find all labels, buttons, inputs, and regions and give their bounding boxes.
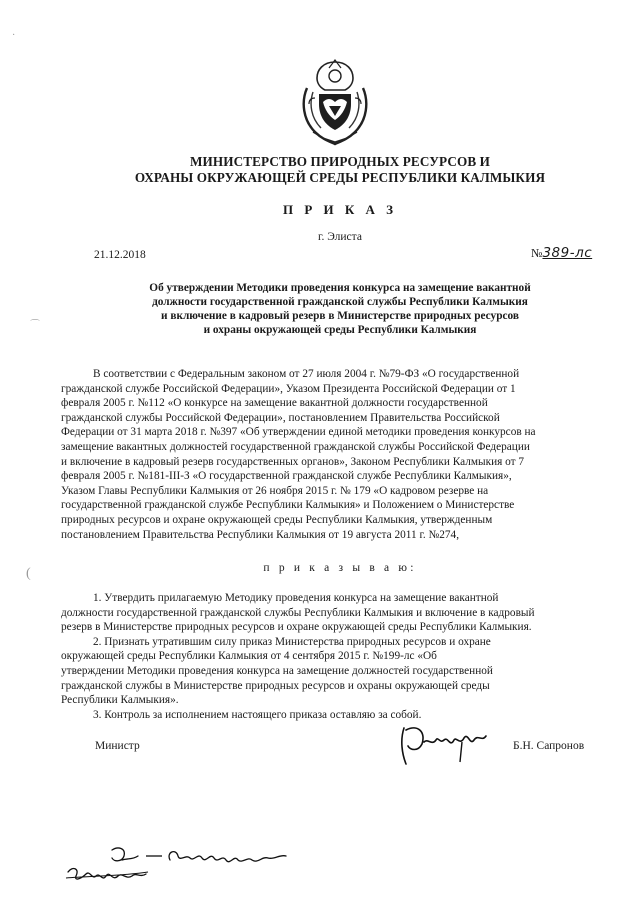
ministry-name [60, 154, 620, 186]
preamble-line: государственной гражданской службе Республики Калмыкия» и Положением о Министерстве [61, 499, 515, 512]
prikazyvayu-heading: п р и к а з ы в а ю: [263, 562, 417, 574]
order-date: 21.12.2018 [94, 249, 146, 261]
order-title: П Р И К А З [282, 202, 398, 217]
item-line: окружающей среды Республики Калмыкия от 4 сентября 2015 г. №199-лс «Об [61, 650, 437, 663]
preamble-line: гражданской службы Российской Федерации», постановлением Правительства Российской [61, 411, 500, 424]
item-line: 1. Утвердить прилагаемую Методику проведения конкурса на замещение вакантной [93, 592, 499, 604]
order-items [61, 591, 614, 722]
scan-artifact: ( [26, 566, 31, 581]
scan-artifact: · [12, 30, 16, 41]
subject-line: Об утверждении Методики проведения конкурса на замещение вакантной [149, 282, 531, 294]
signatory-name: Б.Н. Сапронов [513, 740, 585, 752]
item-line: резерв в Министерстве природных ресурсов и охране окружающей среды Республики Калмыкия. [61, 621, 532, 634]
order-number [531, 245, 592, 262]
number-sign: № [531, 246, 543, 260]
handwritten-signature [396, 722, 496, 770]
scan-artifact: ⌒ [30, 320, 40, 331]
item-line: 2. Признать утратившим силу приказ Министерства природных ресурсов и охране [93, 635, 491, 648]
item-line: утверждении Методики проведения конкурса на замещение должностей государственной [61, 664, 493, 677]
handwritten-note [62, 842, 302, 892]
ministry-line-2: ОХРАНЫ ОКРУЖАЮЩЕЙ СРЕДЫ РЕСПУБЛИКИ КАЛМЫКИЯ [134, 170, 546, 185]
preamble-line: В соответствии с Федеральным законом от 27 июля 2004 г. №79-ФЗ «О государственной [93, 368, 520, 380]
city: г. Элиста [318, 231, 362, 243]
preamble-line: постановлением Правительства Республики Калмыкия от 19 августа 2011 г. №274, [61, 528, 460, 541]
signatory-title: Министр [95, 740, 140, 752]
preamble-line: Федерации от 31 марта 2018 г. №397 «Об утверждении единой методики проведения конкурсов на [61, 426, 536, 439]
item-line: 3. Контроль за исполнением настоящего приказа оставляю за собой. [93, 708, 422, 721]
preamble-line: гражданской службе Российской Федерации», Указом Президента Российской Федерации от 1 [61, 382, 516, 395]
preamble-line: и включение в кадровый резерв государственных органов», Законом Республики Калмыкия от 7 [61, 455, 525, 468]
preamble-line: замещение вакантных должностей государственной гражданской службы Российской Федерации [61, 440, 530, 453]
item-line: должности государственной гражданской службы Республики Калмыкия и включение в кадровый [61, 606, 535, 619]
preamble-line: природных ресурсов и охране окружающей среды Республики Калмыкия, утвержденным [61, 513, 493, 526]
preamble-line: февраля 2005 г. №181-III-З «О государственной гражданской службе Республики Калмыкия», [61, 470, 512, 483]
preamble-line: февраля 2005 г. №112 «О конкурсе на замещение вакантной должности государственной [61, 397, 488, 410]
preamble-paragraph [61, 367, 614, 542]
ministry-line-1: МИНИСТЕРСТВО ПРИРОДНЫХ РЕСУРСОВ И [190, 154, 490, 169]
preamble-line: Указом Главы Республики Калмыкия от 26 ноября 2015 г. № 179 «О кадровом резерве на [61, 484, 489, 497]
subject-line: и включение в кадровый резерв в Министерстве природных ресурсов [161, 310, 519, 322]
coat-of-arms-emblem [293, 58, 377, 146]
item-line: гражданской службы в Министерстве природных ресурсов и охраны окружающей среды [61, 679, 490, 692]
order-subject [120, 281, 560, 337]
subject-line: должности государственной гражданской службы Республики Калмыкия [152, 296, 528, 308]
subject-line: и охраны окружающей среды Республики Калмыкия [203, 324, 477, 336]
item-line: Республики Калмыкия». [61, 694, 179, 707]
number-value: 389-лс [542, 245, 593, 261]
